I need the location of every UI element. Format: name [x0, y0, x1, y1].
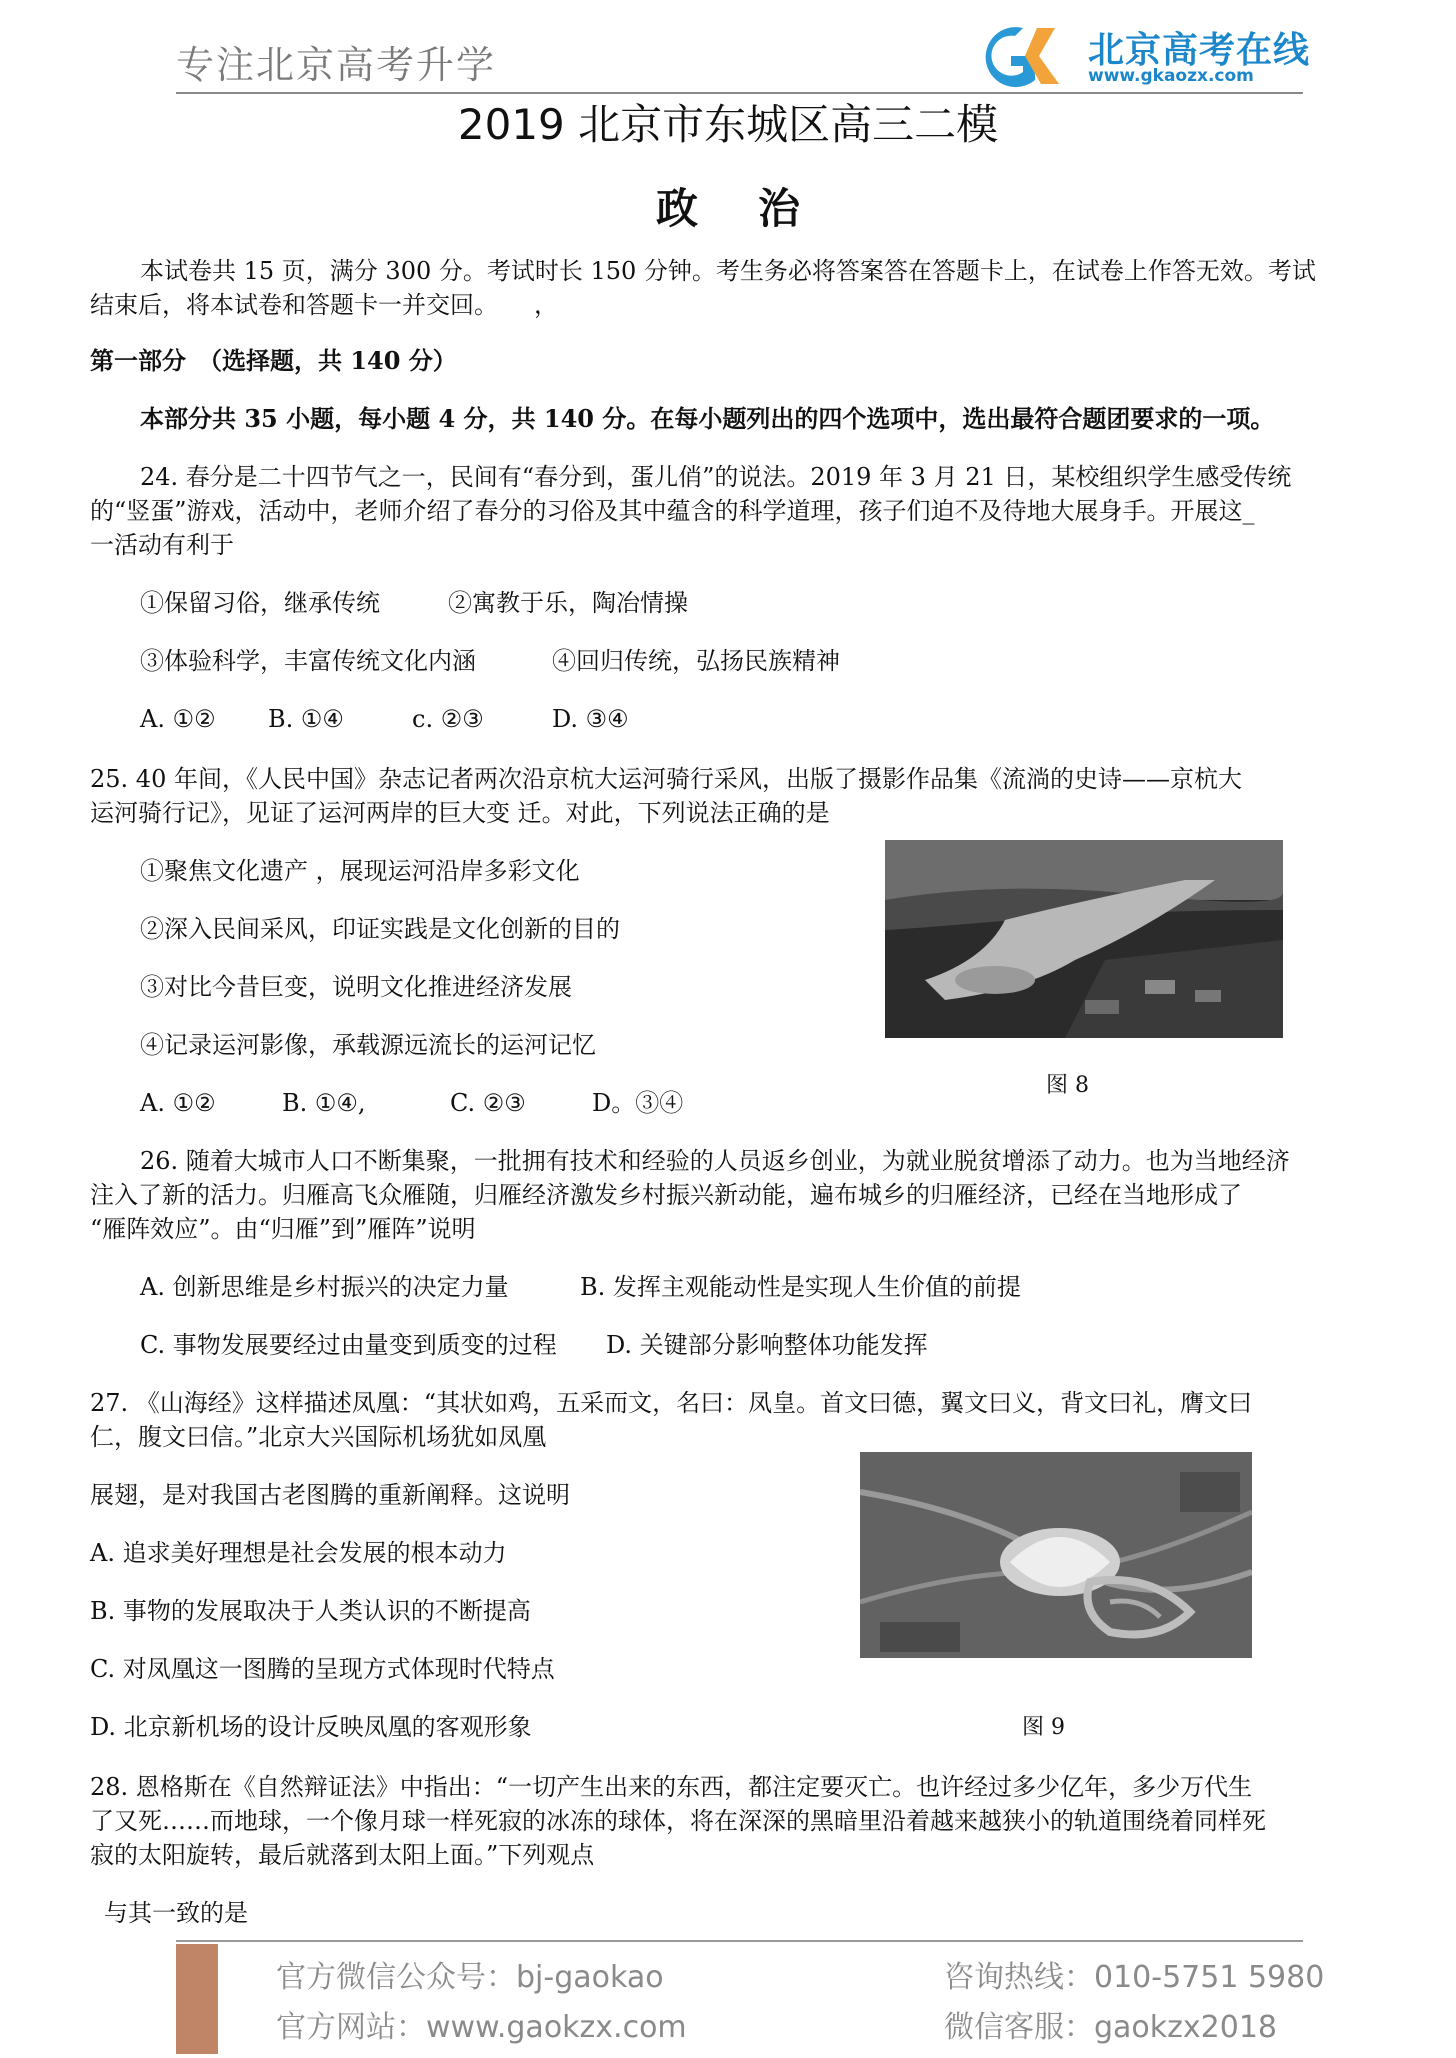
q26-option-b: B. 发挥主观能动性是实现人生价值的前提 — [580, 1273, 1021, 1301]
q27-line-2: 仁，腹文曰信。”北京大兴国际机场犹如凤凰 — [90, 1423, 547, 1451]
q24-statement-4: ④回归传统，弘扬民族精神 — [552, 647, 840, 675]
figure-9-caption: 图 9 — [1022, 1715, 1065, 1740]
q25-option-d: D。③④ — [592, 1089, 684, 1117]
footer-wechat: 官方微信公众号：bj-gaokao — [276, 1960, 664, 1995]
q25-statement-4: ④记录运河影像，承载源远流长的运河记忆 — [140, 1031, 596, 1059]
q27-option-a: A. 追求美好理想是社会发展的根本动力 — [90, 1539, 507, 1567]
footer-divider — [176, 1940, 1303, 1942]
q27-option-d: D. 北京新机场的设计反映凤凰的客观形象 — [90, 1713, 532, 1741]
q26-line-2: 注入了新的活力。归雁高飞众雁随，归雁经济激发乡村振兴新动能，遍布城乡的归雁经济，已经在当地形成了 — [90, 1181, 1242, 1209]
q28-line-2: 了又死……而地球，一个像月球一样死寂的冰冻的球体，将在深深的黑暗里沿着越来越狭小的轨道围绕着同样死 — [90, 1807, 1266, 1835]
q25-statement-1: ①聚焦文化遗产 ，展现运河沿岸多彩文化 — [140, 857, 580, 885]
footer-site: 官方网站：www.gaokzx.com — [276, 2010, 687, 2045]
logo-name: 北京高考在线 — [1088, 30, 1311, 71]
q27-line-3: 展翅，是对我国古老图腾的重新阐释。这说明 — [90, 1481, 570, 1509]
footer-hotline: 咨询热线：010-5751 5980 — [944, 1960, 1325, 1995]
section-heading: 第一部分 （选择题，共 140 分） — [90, 346, 457, 375]
q25-statement-3: ③对比今昔巨变，说明文化推进经济发展 — [140, 973, 572, 1001]
airport-photo — [860, 1452, 1252, 1658]
q25-line-2: 运河骑行记》，见证了运河两岸的巨大变 迁。对此，下列说法正确的是 — [90, 799, 830, 827]
header-slogan: 专注北京高考升学 — [176, 43, 497, 87]
q25-line-1: 25. 40 年间，《人民中国》杂志记者两次沿京杭大运河骑行采风，出版了摄影作品集《流淌的史诗——京杭大 — [90, 765, 1242, 793]
exam-subject: 政治 — [655, 184, 860, 233]
exam-title: 2019 北京市东城区高三二模 — [457, 100, 999, 149]
intro-line-1: 本试卷共 15 页，满分 300 分。考试时长 150 分钟。考生务必将答案答在答题卡上，在试卷上作答无效。考试 — [140, 257, 1316, 285]
q27-option-c: C. 对凤凰这一图腾的呈现方式体现时代特点 — [90, 1655, 555, 1683]
q24-statement-1: ①保留习俗，继承传统 — [140, 589, 380, 617]
q26-option-d: D. 关键部分影响整体功能发挥 — [606, 1331, 928, 1359]
q24-statement-3: ③体验科学，丰富传统文化内涵 — [140, 647, 476, 675]
footer-accent-bar — [176, 1944, 218, 2054]
q26-line-1: 26. 随着大城市人口不断集聚，一批拥有技术和经验的人员返乡创业，为就业脱贫增添了动力。也为当地经济 — [140, 1147, 1290, 1175]
q25-statement-2: ②深入民间采风，印证实践是文化创新的目的 — [140, 915, 620, 943]
gk-logo-icon — [965, 22, 1085, 90]
q24-line-3: 一活动有利于 — [90, 531, 234, 559]
q24-option-c: c. ②③ — [412, 705, 484, 733]
q28-line-4: 与其一致的是 — [104, 1899, 248, 1927]
q24-option-a: A. ①② — [140, 705, 216, 733]
q28-line-1: 28. 恩格斯在《自然辩证法》中指出：“一切产生出来的东西，都注定要灭亡。也许经过多少亿年，多少万代生 — [90, 1773, 1253, 1801]
canal-photo — [885, 840, 1283, 1038]
logo-url: www.gkaozx.com — [1088, 66, 1254, 86]
footer-service: 微信客服：gaokzx2018 — [944, 2010, 1278, 2045]
intro-line-2: 结束后，将本试卷和答题卡一并交回。 ， — [90, 291, 558, 319]
section-instruction: 本部分共 35 小题，每小题 4 分，共 140 分。在每小题列出的四个选项中，选出最符合题团要求的一项。 — [140, 404, 1275, 433]
q24-statement-2: ②寓教于乐，陶冶情操 — [448, 589, 688, 617]
q24-line-1: 24. 春分是二十四节气之一，民间有“春分到，蛋儿俏”的说法。2019 年 3 月 21 日，某校组织学生感受传统 — [140, 463, 1292, 491]
q24-line-2: 的“竖蛋”游戏，活动中，老师介绍了春分的习俗及其中蕴含的科学道理，孩子们迫不及待地大展身手。开展这_ — [90, 497, 1255, 525]
figure-8-caption: 图 8 — [1046, 1073, 1089, 1098]
q28-line-3: 寂的太阳旋转，最后就落到太阳上面。”下列观点 — [90, 1841, 595, 1869]
q25-option-b: B. ①④, — [282, 1089, 366, 1117]
q27-option-b: B. 事物的发展取决于人类认识的不断提高 — [90, 1597, 531, 1625]
q27-line-1: 27. 《山海经》这样描述凤凰：“其状如鸡，五采而文，名曰：凤皇。首文曰德，翼文曰义，背文曰礼，膺文曰 — [90, 1389, 1253, 1417]
q24-option-b: B. ①④ — [268, 705, 344, 733]
q24-option-d: D. ③④ — [552, 705, 629, 733]
q26-option-a: A. 创新思维是乡村振兴的决定力量 — [140, 1273, 509, 1301]
q26-line-3: “雁阵效应”。由“归雁”到”雁阵”说明 — [90, 1215, 476, 1243]
q25-option-a: A. ①② — [140, 1089, 216, 1117]
q25-option-c: C. ②③ — [450, 1089, 526, 1117]
q26-option-c: C. 事物发展要经过由量变到质变的过程 — [140, 1331, 557, 1359]
